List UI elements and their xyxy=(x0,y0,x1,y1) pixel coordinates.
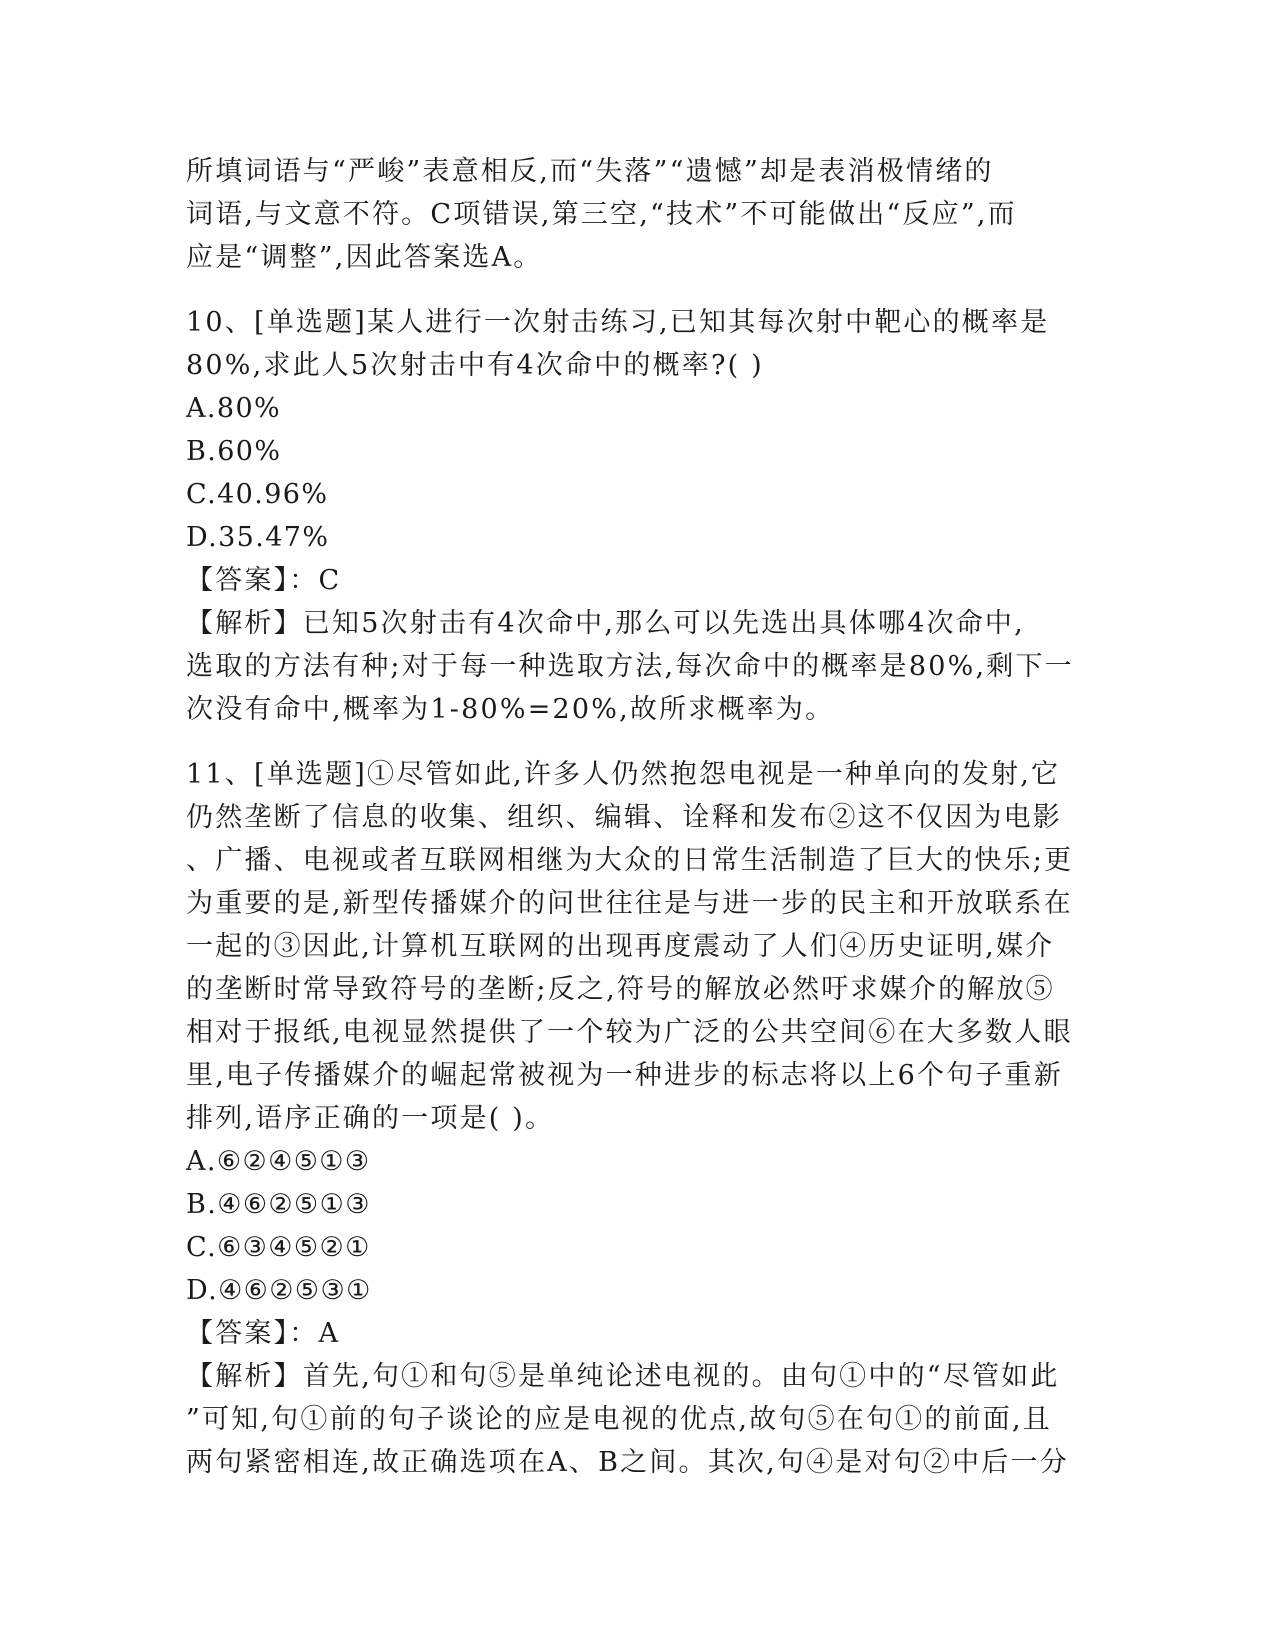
option-c: C.40.96% xyxy=(186,479,329,510)
option-c: C.⑥③④⑤②① xyxy=(186,1232,371,1263)
option-b: B.④⑥②⑤①③ xyxy=(186,1189,371,1220)
analysis-line: 次没有命中,概率为1-80%=20%,故所求概率为。 xyxy=(186,694,835,725)
question-stem-line: 相对于报纸,电视显然提供了一个较为广泛的公共空间⑥在大多数人眼 xyxy=(186,1017,1073,1048)
analysis-line: 【解析】首先,句①和句⑤是单纯论述电视的。由句①中的“尽管如此 xyxy=(186,1361,1060,1392)
question-stem-line: 的垄断时常导致符号的垄断;反之,符号的解放必然吁求媒介的解放⑤ xyxy=(186,974,1055,1005)
document-page xyxy=(186,150,1086,1484)
analysis-line: ”可知,句①前的句子谈论的应是电视的优点,故句⑤在句①的前面,且 xyxy=(186,1404,1052,1435)
question-stem-line: 11、[单选题]①尽管如此,许多人仍然抱怨电视是一种单向的发射,它 xyxy=(186,759,1061,790)
text-line: 应是“调整”,因此答案选A。 xyxy=(186,242,543,273)
analysis-line: 两句紧密相连,故正确选项在A、B之间。其次,句④是对句②中后一分 xyxy=(186,1447,1069,1478)
question-stem-line: 10、[单选题]某人进行一次射击练习,已知其每次射中靶心的概率是 xyxy=(186,307,1050,338)
analysis-line: 选取的方法有种;对于每一种选取方法,每次命中的概率是80%,剩下一 xyxy=(186,651,1074,682)
question-stem-line: 一起的③因此,计算机互联网的出现再度震动了人们④历史证明,媒介 xyxy=(186,931,1055,962)
question-stem-line: 仍然垄断了信息的收集、组织、编辑、诠释和发布②这不仅因为电影 xyxy=(186,802,1062,833)
question-stem-line: 、广播、电视或者互联网相继为大众的日常生活制造了巨大的快乐;更 xyxy=(186,845,1074,876)
option-a: A.⑥②④⑤①③ xyxy=(186,1146,371,1177)
option-d: D.④⑥②⑤③① xyxy=(186,1275,372,1306)
answer-line: 【答案】：A xyxy=(186,1318,341,1349)
question-stem-line: 排列,语序正确的一项是( )。 xyxy=(186,1103,555,1134)
question-10 xyxy=(186,301,1086,731)
text-line: 所填词语与“严峻”表意相反,而“失落”“遗憾”却是表消极情绪的 xyxy=(186,156,994,187)
question-11 xyxy=(186,753,1086,1484)
option-d: D.35.47% xyxy=(186,522,330,553)
answer-line: 【答案】：C xyxy=(186,565,342,596)
question-stem-line: 80%,求此人5次射击中有4次命中的概率?( ) xyxy=(186,350,764,381)
option-b: B.60% xyxy=(186,436,282,467)
option-a: A.80% xyxy=(186,393,282,424)
previous-analysis-continuation xyxy=(186,150,1086,279)
question-stem-line: 为重要的是,新型传播媒介的问世往往是与进一步的民主和开放联系在 xyxy=(186,888,1073,919)
analysis-line: 【解析】已知5次射击有4次命中,那么可以先选出具体哪4次命中, xyxy=(186,608,1025,639)
text-line: 词语,与文意不符。C项错误,第三空,“技术”不可能做出“反应”,而 xyxy=(186,199,1017,230)
question-stem-line: 里,电子传播媒介的崛起常被视为一种进步的标志将以上6个句子重新 xyxy=(186,1060,1063,1091)
